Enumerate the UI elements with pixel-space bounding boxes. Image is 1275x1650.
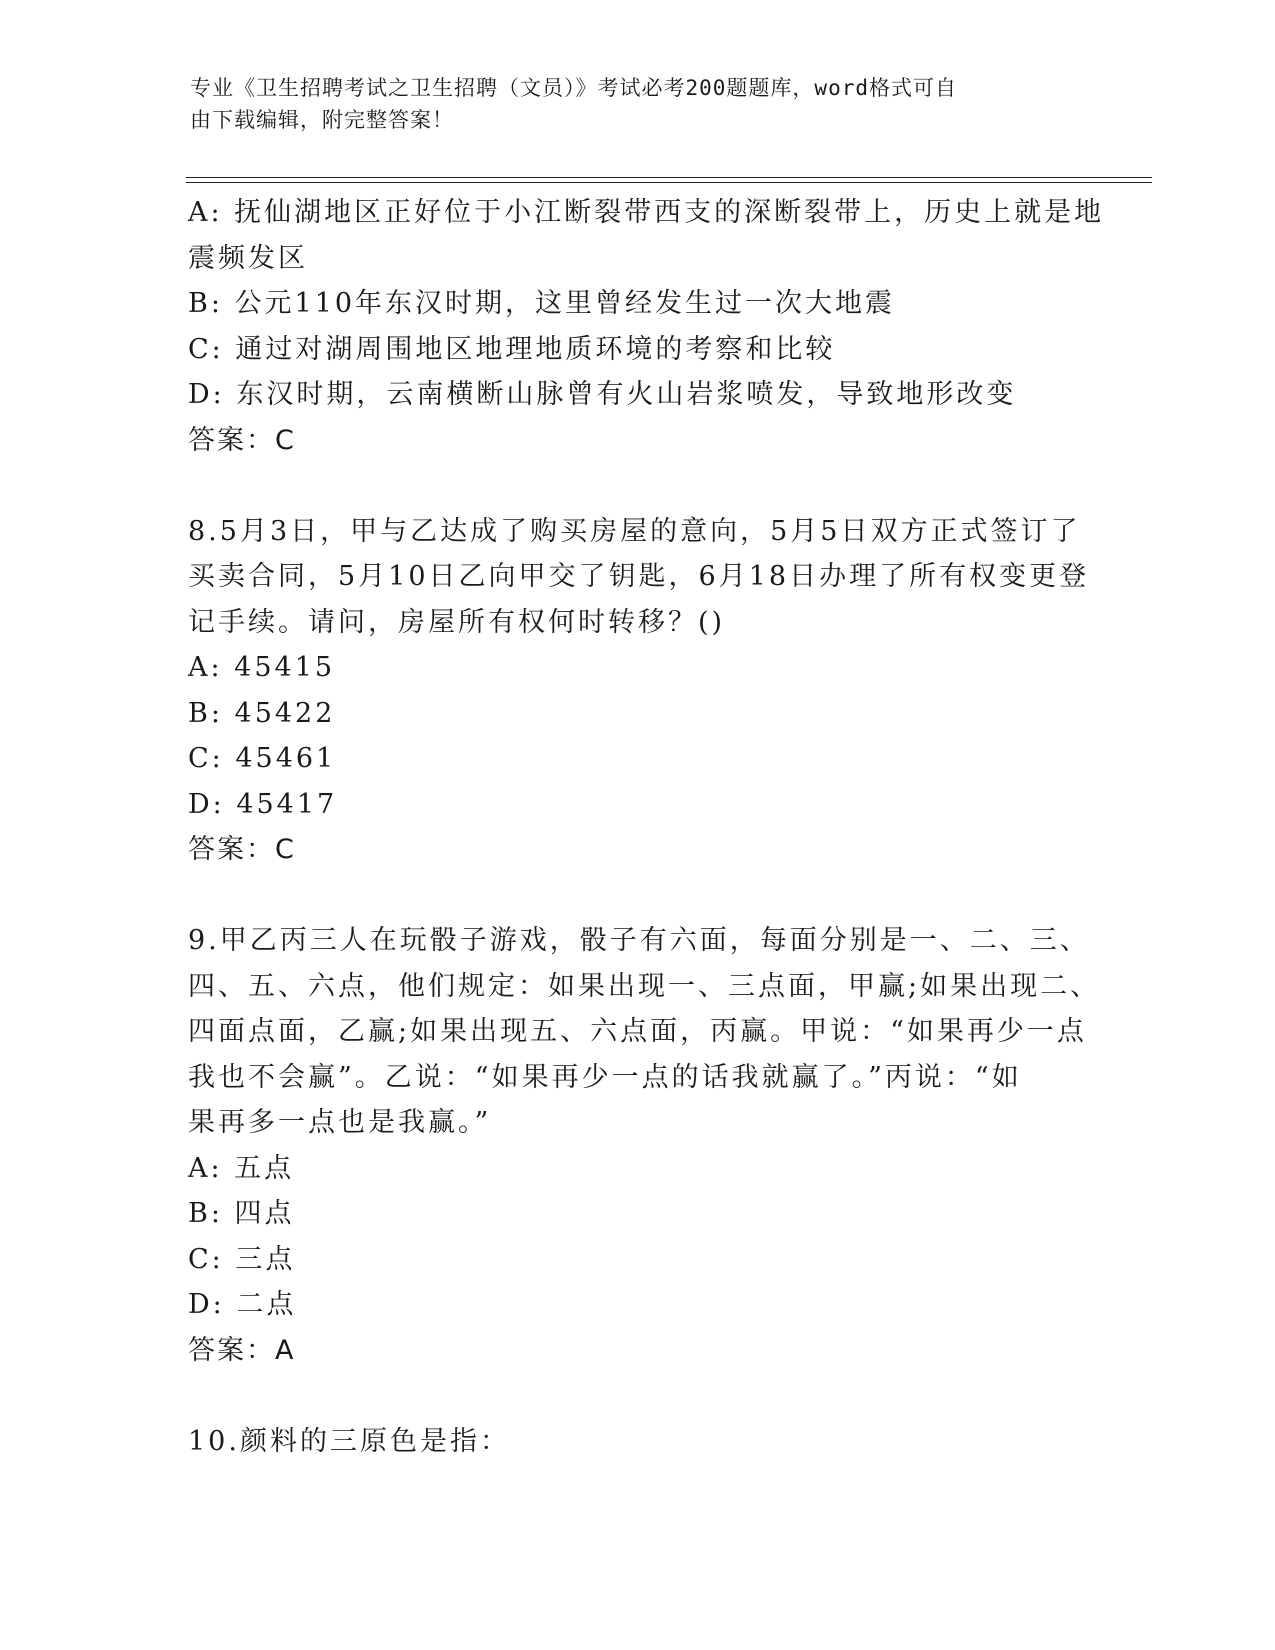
spacer [188,463,1088,509]
answer: 答案：C [188,424,296,456]
header-line-2: 由下载编辑，附完整答案！ [190,108,454,132]
option-a: A: 五点 [188,1152,295,1184]
question-9 [188,918,1101,1373]
question-stem-line-2: 买卖合同，5月10日乙向甲交了钥匙，6月18日办理了所有权变更登 [188,561,1090,592]
answer: 答案：A [188,1334,296,1366]
question-stem-line-5: 果再多一点也是我赢。” [188,1107,492,1138]
header-divider-bottom [186,182,1152,183]
question-stem-line-1: 8.5月3日，甲与乙达成了购买房屋的意向，5月5日双方正式签订了 [188,515,1081,547]
option-a-line-1: A: 抚仙湖地区正好位于小江断裂带西支的深断裂带上，历史上就是地 [188,197,1105,228]
option-b: B: 公元110年东汉时期，这里曾经发生过一次大地震 [188,288,896,319]
spacer [188,873,1088,919]
question-stem-line-1: 9.甲乙丙三人在玩骰子游戏，骰子有六面，每面分别是一、二、三、 [188,925,1090,956]
question-8 [188,509,1088,873]
question-stem-line-3: 记手续。请问，房屋所有权何时转移？() [188,606,726,638]
option-d: D: 东汉时期，云南横断山脉曾有火山岩浆喷发，导致地形改变 [188,379,1017,410]
option-c: C: 通过对湖周围地区地理地质环境的考察和比较 [188,333,836,365]
option-c: C: 三点 [188,1243,296,1275]
option-c: C: 45461 [188,743,337,774]
header-divider-top [186,177,1152,178]
option-d: D: 二点 [188,1289,297,1320]
question-stem: 10.颜料的三原色是指： [188,1425,510,1457]
header-line-1: 专业《卫生招聘考试之卫生招聘（文员）》考试必考200题题库，word格式可自 [190,76,957,100]
question-stem-line-3: 四面点面，乙赢;如果出现五、六点面，丙赢。甲说：“如果再少一点 [188,1016,1087,1047]
question-stem-line-4: 我也不会赢”。乙说：“如果再少一点的话我就赢了。”丙说：“如 [188,1061,1022,1093]
option-a-line-2: 震频发区 [188,242,308,274]
question-list [188,190,1105,1464]
option-b: B: 45422 [188,697,336,729]
spacer [188,1373,1088,1419]
option-a: A: 45415 [188,652,336,683]
option-b: B: 四点 [188,1198,295,1229]
question-stem-line-2: 四、五、六点，他们规定：如果出现一、三点面，甲赢;如果出现二、 [188,970,1101,1002]
question-7 [188,190,1105,463]
option-d: D: 45417 [188,788,338,820]
document-header [190,72,1070,136]
answer: 答案：C [188,834,296,865]
question-10 [188,1419,1088,1465]
